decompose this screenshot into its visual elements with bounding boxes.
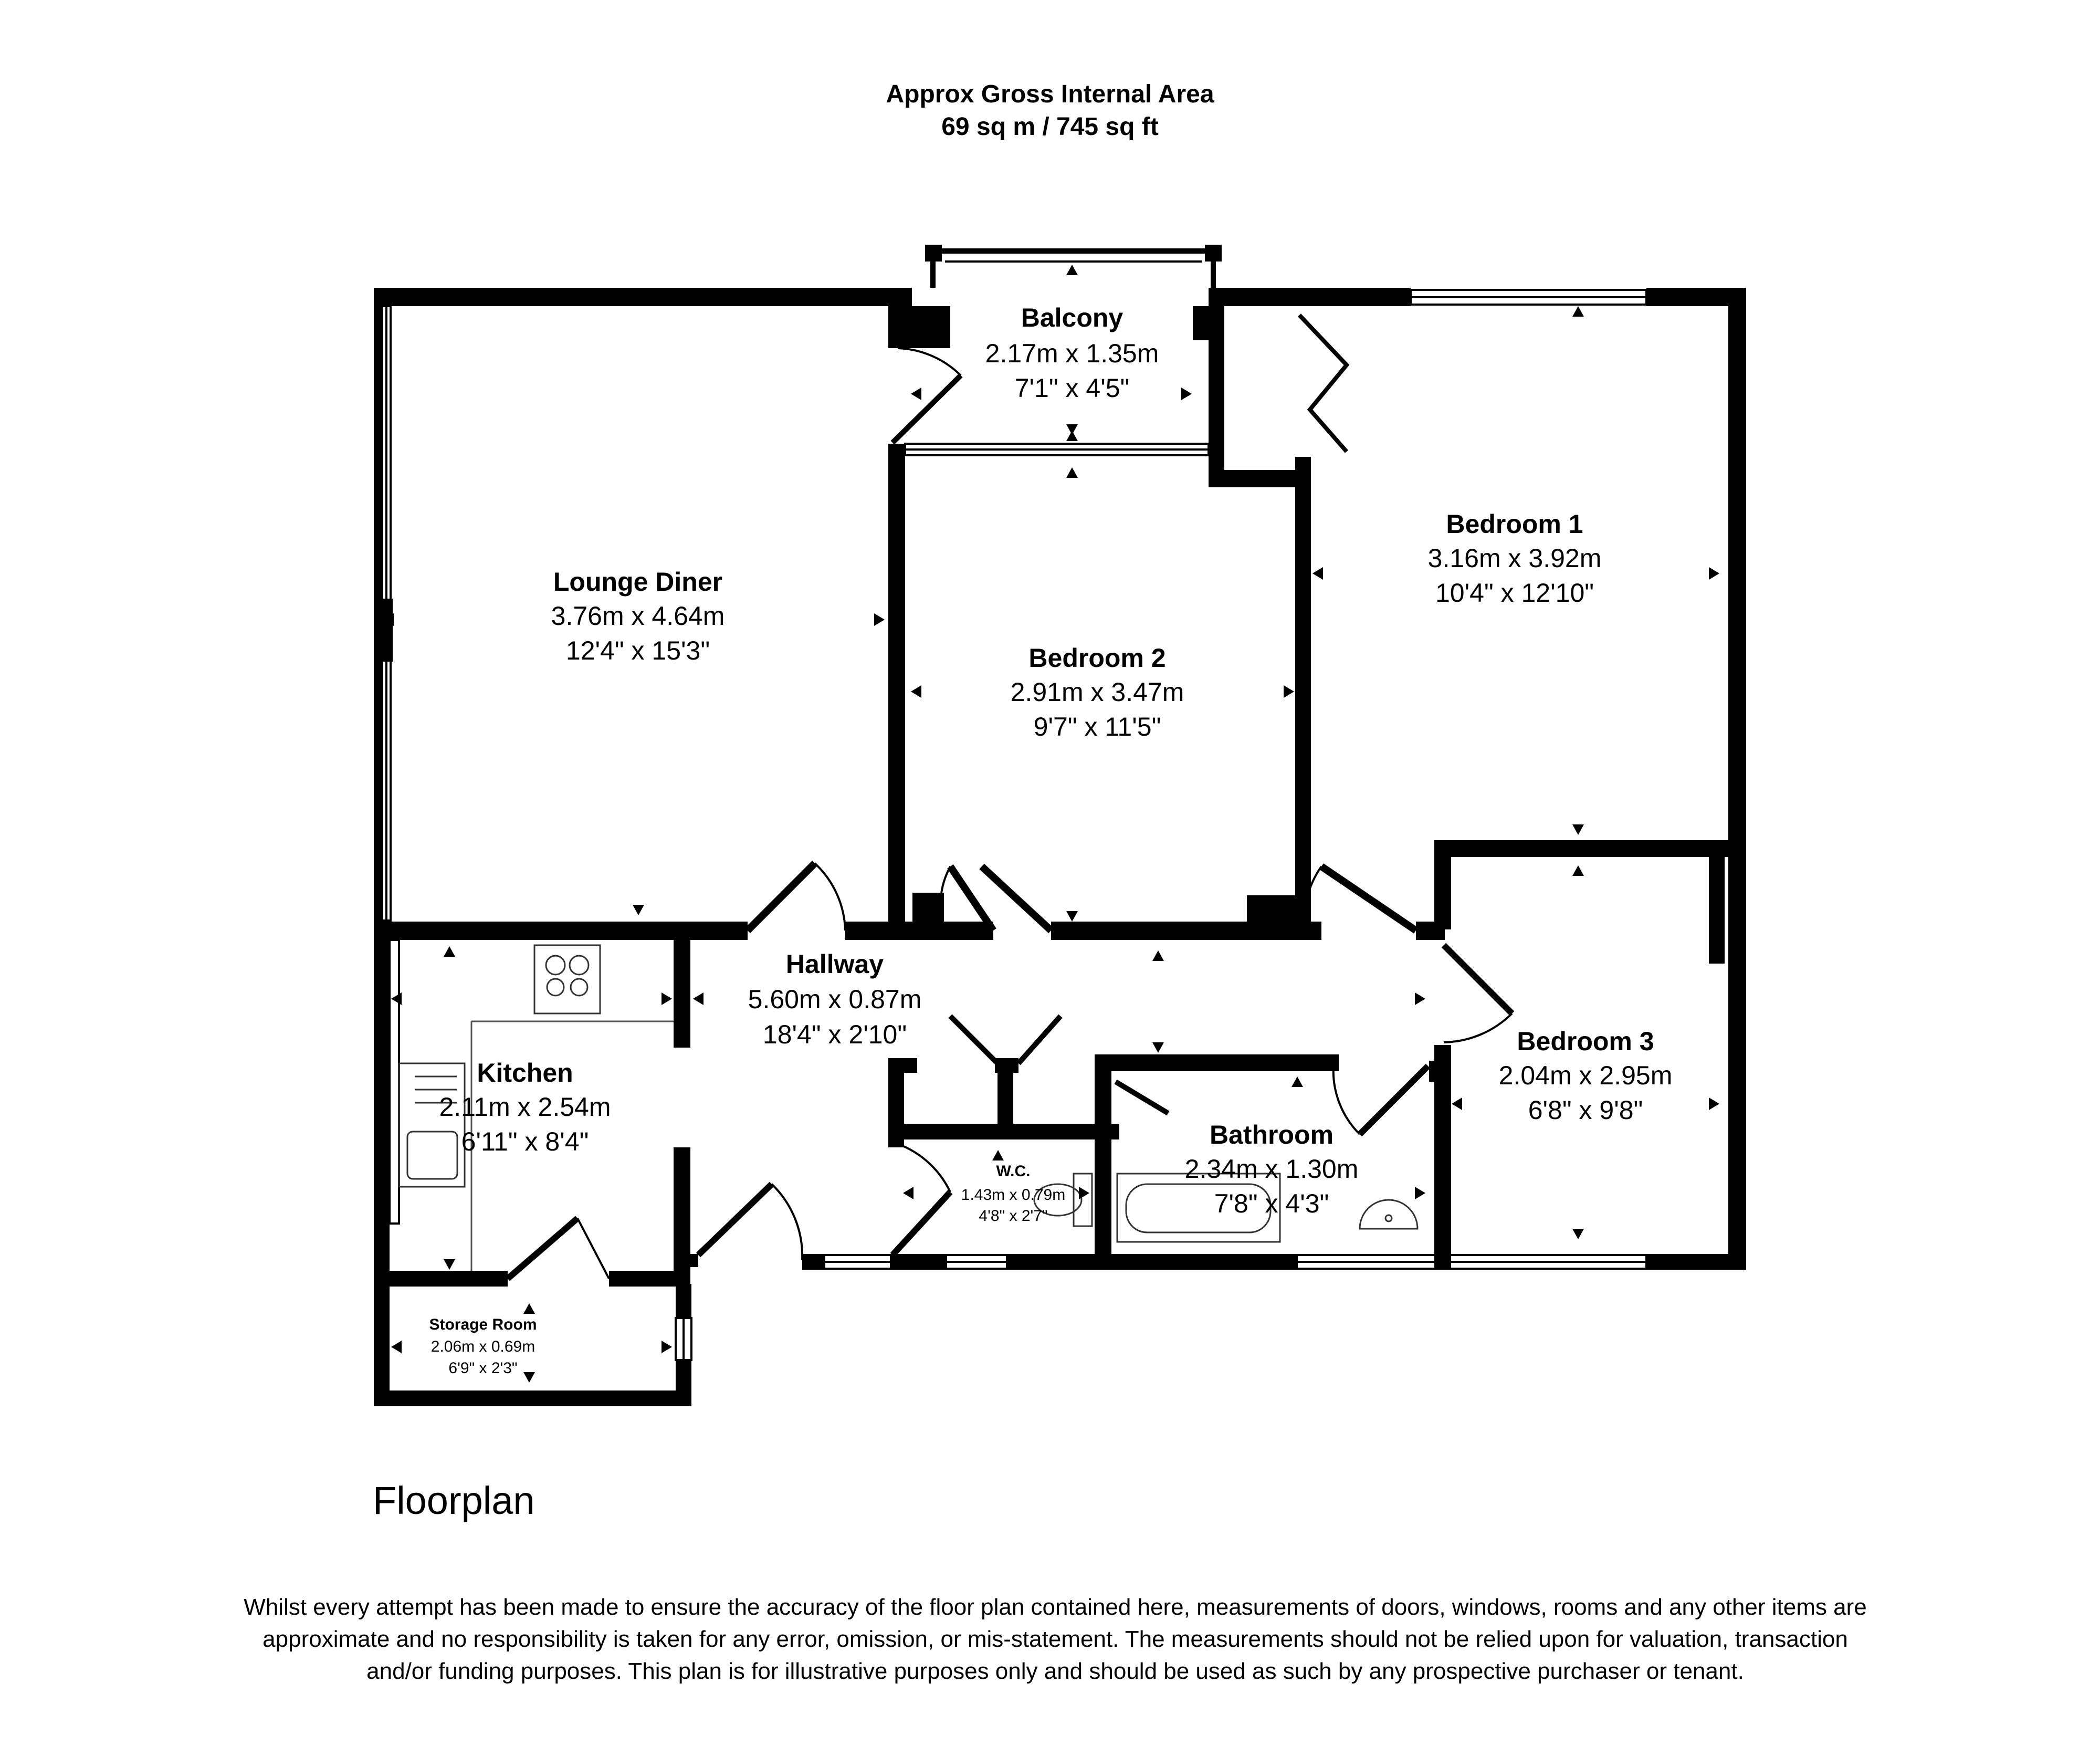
bedroom3-imperial: 6'8" x 9'8" [1528, 1095, 1643, 1125]
hallway-name: Hallway [785, 949, 884, 979]
sink-icon [399, 1063, 465, 1187]
bedroom2-metric: 2.91m x 3.47m [1010, 677, 1184, 707]
bedroom2-imperial: 9'7" x 11'5" [1033, 712, 1161, 741]
bedroom3-name: Bedroom 3 [1517, 1027, 1654, 1056]
storage-name: Storage Room [429, 1316, 537, 1333]
bedroom1-name: Bedroom 1 [1446, 509, 1583, 539]
kitchen-metric: 2.11m x 2.54m [439, 1092, 611, 1122]
lounge-metric: 3.76m x 4.64m [551, 601, 725, 631]
hallway-label [748, 949, 922, 1049]
bedroom3-metric: 2.04m x 2.95m [1498, 1061, 1673, 1090]
bedroom1-label [1428, 509, 1602, 608]
storage-metric: 2.06m x 0.69m [430, 1338, 536, 1355]
hallway-metric: 5.60m x 0.87m [748, 985, 922, 1014]
wc-metric: 1.43m x 0.79m [961, 1186, 1066, 1204]
bedroom2-label [1011, 643, 1184, 741]
storage-imperial: 6'9" x 2'3" [448, 1360, 518, 1377]
bathroom-label [1185, 1120, 1359, 1218]
lounge-name: Lounge Diner [553, 567, 723, 597]
bedroom1-metric: 3.16m x 3.92m [1427, 543, 1602, 573]
bedroom3-label [1499, 1027, 1673, 1125]
bedroom2-name: Bedroom 2 [1028, 643, 1166, 673]
wc-name: W.C. [996, 1163, 1031, 1180]
hob-icon [534, 945, 600, 1013]
basin-icon [1360, 1200, 1418, 1229]
hallway-imperial: 18'4" x 2'10" [762, 1020, 907, 1049]
area-value: 69 sq m / 745 sq ft [941, 113, 1159, 141]
area-title: Approx Gross Internal Area [886, 80, 1214, 108]
kitchen-name: Kitchen [477, 1058, 573, 1088]
wc-imperial: 4'8" x 2'7" [979, 1207, 1048, 1225]
bathroom-metric: 2.34m x 1.30m [1184, 1154, 1359, 1184]
bathroom-imperial: 7'8" x 4'3" [1214, 1189, 1329, 1218]
lounge-imperial: 12'4" x 15'3" [565, 636, 710, 665]
balcony-imperial: 7'1" x 4'5" [1014, 373, 1130, 403]
storage-label [429, 1316, 537, 1377]
balcony-label [985, 303, 1159, 403]
bathroom-name: Bathroom [1209, 1120, 1334, 1149]
disclaimer-text: Whilst every attempt has been made to ensure the accuracy of the floor plan contained here, measurements of doors, windows, rooms and any other items are approximate and no responsibility is taken for any error, omission, or mis-statement. The measurements should not be relied upon for valuation, transaction and/or funding purposes. This plan is for illustrative purposes only and should be used as such by any prospective purchaser or tenant. [244, 1594, 1867, 1684]
walls [374, 245, 1746, 1406]
floorplan-label: Floorplan [373, 1479, 535, 1522]
balcony-name: Balcony [1021, 303, 1124, 332]
balcony-metric: 2.17m x 1.35m [985, 339, 1159, 368]
bedroom1-imperial: 10'4" x 12'10" [1435, 578, 1594, 608]
kitchen-imperial: 6'11" x 8'4" [461, 1127, 589, 1156]
lounge-label [551, 567, 725, 665]
